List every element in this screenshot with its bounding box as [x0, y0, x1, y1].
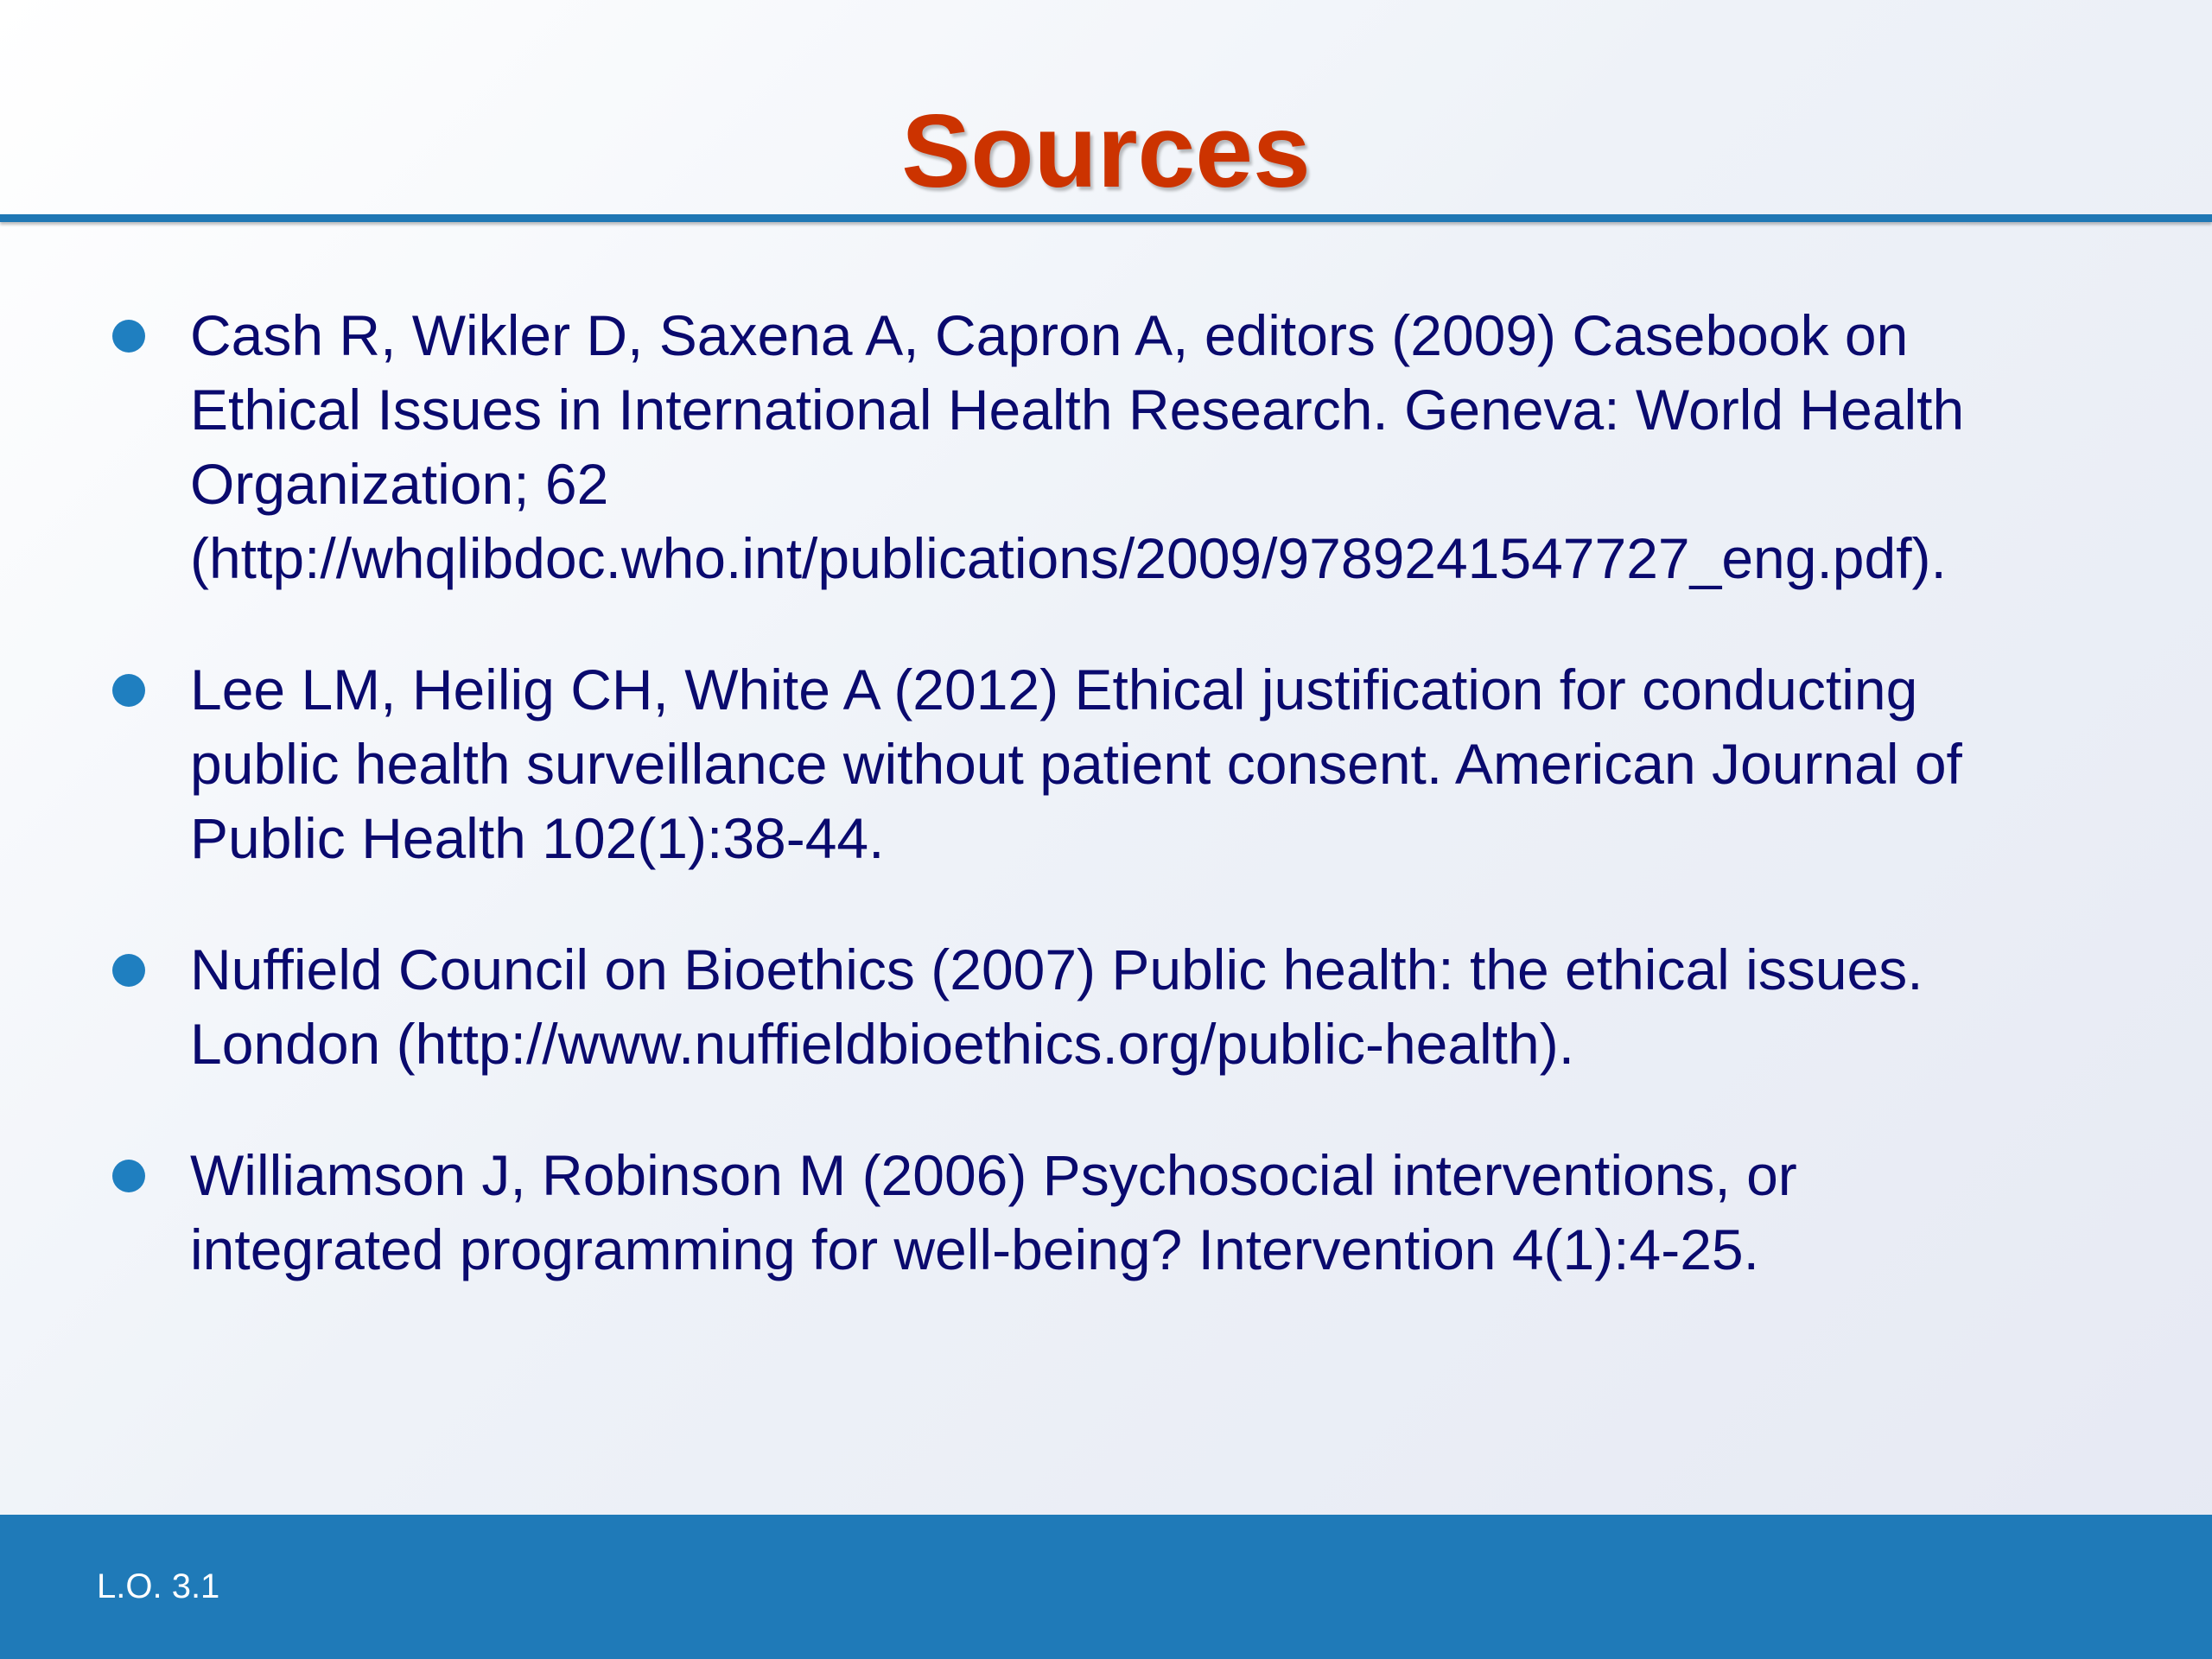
learning-objective-label: L.O. 3.1 — [97, 1567, 220, 1605]
reference-item — [112, 652, 2126, 875]
reference-item — [112, 1138, 2126, 1287]
reference-line: Ethical Issues in International Health Research. Geneva: World Health — [190, 378, 1965, 442]
reference-line: (http://whqlibdoc.who.int/publications/2009/9789241547727_eng.pdf). — [190, 526, 1947, 590]
reference-line: integrated programming for well-being? Intervention 4(1):4-25. — [190, 1217, 1759, 1281]
slide-title: Sources — [901, 93, 1311, 209]
footer-bar — [0, 1515, 2212, 1659]
reference-line: Cash R, Wikler D, Saxena A, Capron A, editors (2009) Casebook on — [190, 303, 1909, 367]
reference-item — [112, 932, 2126, 1081]
reference-line: Lee LM, Heilig CH, White A (2012) Ethical justification for conducting — [190, 658, 1918, 721]
reference-line: London (http://www.nuffieldbioethics.org/public-health). — [190, 1012, 1575, 1076]
reference-line: Public Health 102(1):38-44. — [190, 806, 885, 870]
bullet-icon — [112, 954, 145, 987]
reference-list — [112, 298, 2126, 1344]
reference-line: Williamson J, Robinson M (2006) Psychosocial interventions, or — [190, 1143, 1797, 1207]
bullet-icon — [112, 320, 145, 353]
reference-item — [112, 298, 2126, 595]
bullet-icon — [112, 1160, 145, 1192]
reference-line: Nuffield Council on Bioethics (2007) Public health: the ethical issues. — [190, 938, 1923, 1001]
bullet-icon — [112, 674, 145, 707]
reference-line: public health surveillance without patient consent. American Journal of — [190, 732, 1962, 796]
title-divider — [0, 214, 2212, 222]
reference-line: Organization; 62 — [190, 452, 609, 516]
